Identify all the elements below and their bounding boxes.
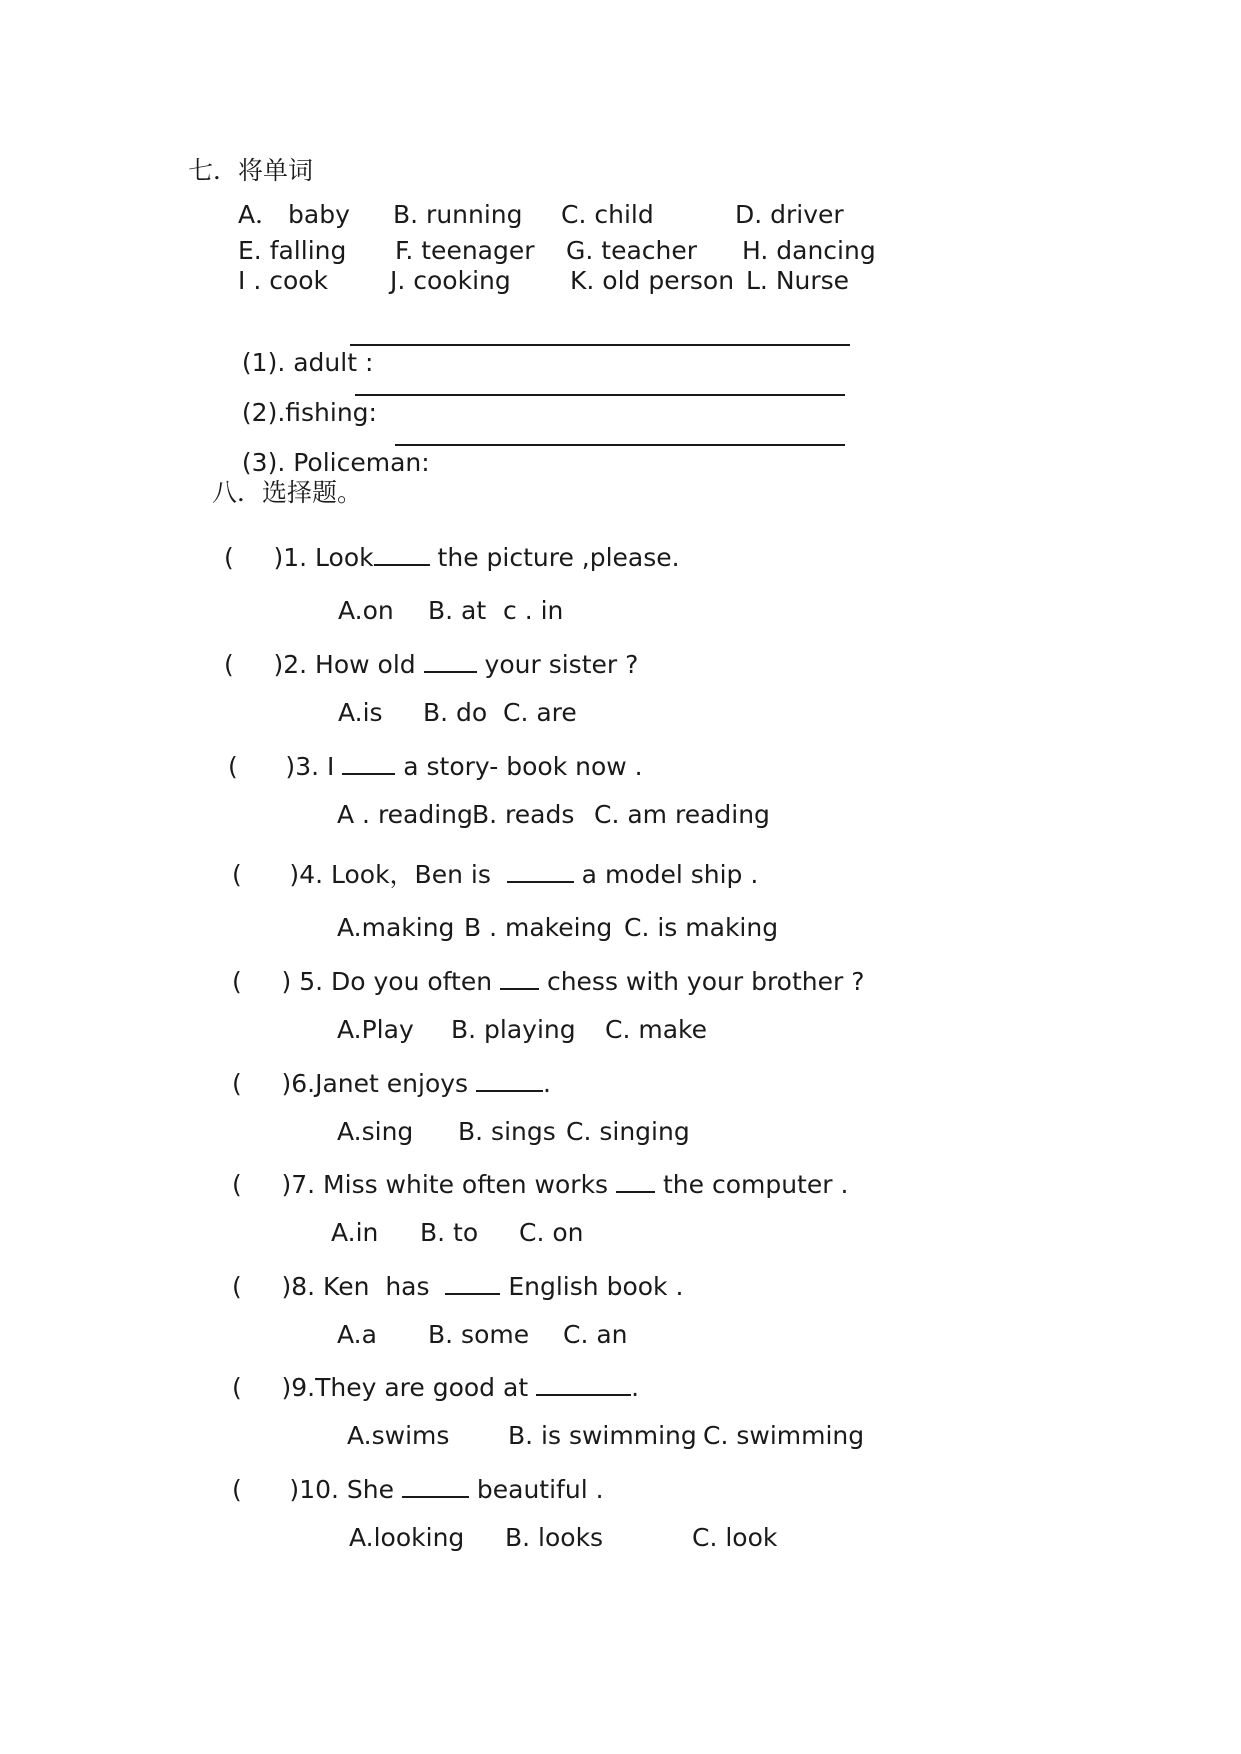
question-text: English book . bbox=[500, 1272, 684, 1301]
fill-blank[interactable] bbox=[536, 1370, 631, 1396]
question-text: the computer . bbox=[655, 1170, 849, 1199]
option-i: I . cook bbox=[238, 266, 329, 295]
question-4-option-c: C. is making bbox=[624, 913, 779, 942]
question-6-option-c: C. singing bbox=[566, 1117, 690, 1146]
option-e: E. falling bbox=[238, 236, 347, 265]
question-3 bbox=[228, 749, 643, 782]
question-text: 3. I bbox=[295, 752, 343, 781]
question-text: 6.Janet enjoys bbox=[291, 1069, 477, 1098]
answer-blank-3[interactable] bbox=[395, 420, 845, 446]
question-text: . bbox=[631, 1373, 640, 1402]
question-5 bbox=[232, 964, 865, 997]
question-2-option-b: B. do bbox=[423, 698, 488, 727]
question-4-option-b: B . makeing bbox=[464, 913, 613, 942]
fill-blank[interactable] bbox=[402, 1472, 469, 1498]
question-text: 7. Miss white often works bbox=[291, 1170, 617, 1199]
question-2 bbox=[224, 647, 638, 680]
option-b: B. running bbox=[393, 200, 523, 229]
question-9-option-a: A.swims bbox=[347, 1421, 450, 1450]
answer-paren[interactable]: ( ) bbox=[232, 1373, 292, 1402]
question-6-option-b: B. sings bbox=[458, 1117, 556, 1146]
question-6 bbox=[232, 1066, 551, 1099]
answer-paren[interactable]: ( ) bbox=[224, 543, 284, 572]
classify-item-label: (2).fishing: bbox=[241, 398, 377, 427]
question-text: a model ship . bbox=[573, 860, 759, 889]
question-10-option-c: C. look bbox=[692, 1523, 778, 1552]
answer-paren[interactable]: ( ) bbox=[232, 1069, 292, 1098]
question-1-option-c: c . in bbox=[503, 596, 564, 625]
answer-blank-1[interactable] bbox=[350, 320, 850, 346]
question-5-option-a: A.Play bbox=[337, 1015, 414, 1044]
answer-paren[interactable]: ( ) bbox=[232, 967, 292, 996]
question-text: 8. Ken has bbox=[291, 1272, 446, 1301]
answer-paren[interactable]: ( ) bbox=[232, 1475, 300, 1504]
question-text: 2. How old bbox=[283, 650, 424, 679]
question-2-option-a: A.is bbox=[338, 698, 383, 727]
question-7 bbox=[232, 1167, 848, 1200]
option-f: F. teenager bbox=[395, 236, 535, 265]
question-9-option-c: C. swimming bbox=[703, 1421, 865, 1450]
question-8-option-c: C. an bbox=[563, 1320, 628, 1349]
answer-blank-2[interactable] bbox=[355, 370, 845, 396]
classify-item-label: (3). Policeman: bbox=[241, 448, 430, 477]
option-a: A． baby bbox=[238, 200, 350, 229]
answer-paren[interactable]: ( ) bbox=[224, 650, 284, 679]
question-10 bbox=[232, 1472, 604, 1505]
question-5-option-b: B. playing bbox=[451, 1015, 576, 1044]
question-text: 9.They are good at bbox=[291, 1373, 537, 1402]
question-4-option-a: A.making bbox=[337, 913, 455, 942]
question-text: your sister ? bbox=[476, 650, 639, 679]
classify-item-label: (1). adult : bbox=[241, 348, 374, 377]
fill-blank[interactable] bbox=[476, 1066, 543, 1092]
question-8-option-b: B. some bbox=[428, 1320, 530, 1349]
question-10-option-a: A.looking bbox=[349, 1523, 465, 1552]
fill-blank[interactable] bbox=[374, 540, 430, 566]
answer-paren[interactable]: ( ) bbox=[232, 1170, 292, 1199]
option-k: K. old person bbox=[570, 266, 735, 295]
question-8 bbox=[232, 1269, 683, 1302]
fill-blank[interactable] bbox=[507, 857, 574, 883]
question-text: beautiful . bbox=[468, 1475, 604, 1504]
question-9-option-b: B. is swimming bbox=[508, 1421, 697, 1450]
question-6-option-a: A.sing bbox=[337, 1117, 414, 1146]
question-7-option-c: C. on bbox=[519, 1218, 584, 1247]
fill-blank[interactable] bbox=[500, 964, 539, 990]
question-text: 1. Look bbox=[283, 543, 374, 572]
fill-blank[interactable] bbox=[424, 647, 477, 673]
question-text: 5. Do you often bbox=[291, 967, 501, 996]
fill-blank[interactable] bbox=[445, 1269, 500, 1295]
question-text: chess with your brother ? bbox=[539, 967, 865, 996]
question-1-option-a: A.on bbox=[338, 596, 394, 625]
answer-paren[interactable]: ( ) bbox=[232, 1272, 292, 1301]
section-8-heading: 八．选择题。 bbox=[212, 478, 363, 507]
question-3-option-c: C. am reading bbox=[594, 800, 770, 829]
question-10-option-b: B. looks bbox=[505, 1523, 604, 1552]
question-text: the picture ,please. bbox=[429, 543, 680, 572]
option-j: J. cooking bbox=[390, 266, 511, 295]
question-5-option-c: C. make bbox=[605, 1015, 707, 1044]
question-7-option-b: B. to bbox=[420, 1218, 479, 1247]
question-text: 4. Look，Ben is bbox=[299, 860, 507, 889]
question-text: . bbox=[543, 1069, 551, 1098]
option-c: C. child bbox=[561, 200, 654, 229]
question-2-option-c: C. are bbox=[503, 698, 577, 727]
option-h: H. dancing bbox=[742, 236, 876, 265]
question-8-option-a: A.a bbox=[337, 1320, 377, 1349]
question-9 bbox=[232, 1370, 639, 1403]
section-7-heading: 七．将单词 bbox=[188, 156, 314, 185]
question-text: 10. She bbox=[299, 1475, 402, 1504]
question-3-option-b: B. reads bbox=[472, 800, 575, 829]
option-g: G. teacher bbox=[566, 236, 698, 265]
question-4 bbox=[232, 857, 758, 890]
answer-paren[interactable]: ( ) bbox=[232, 860, 300, 889]
question-1-option-b: B. at bbox=[428, 596, 487, 625]
question-7-option-a: A.in bbox=[331, 1218, 379, 1247]
question-3-option-a: A . reading bbox=[337, 800, 473, 829]
question-1 bbox=[224, 540, 680, 573]
fill-blank[interactable] bbox=[616, 1167, 655, 1193]
answer-paren[interactable]: ( ) bbox=[228, 752, 296, 781]
fill-blank[interactable] bbox=[342, 749, 395, 775]
option-d: D. driver bbox=[735, 200, 844, 229]
question-text: a story- book now . bbox=[395, 752, 643, 781]
option-l: L. Nurse bbox=[746, 266, 850, 295]
